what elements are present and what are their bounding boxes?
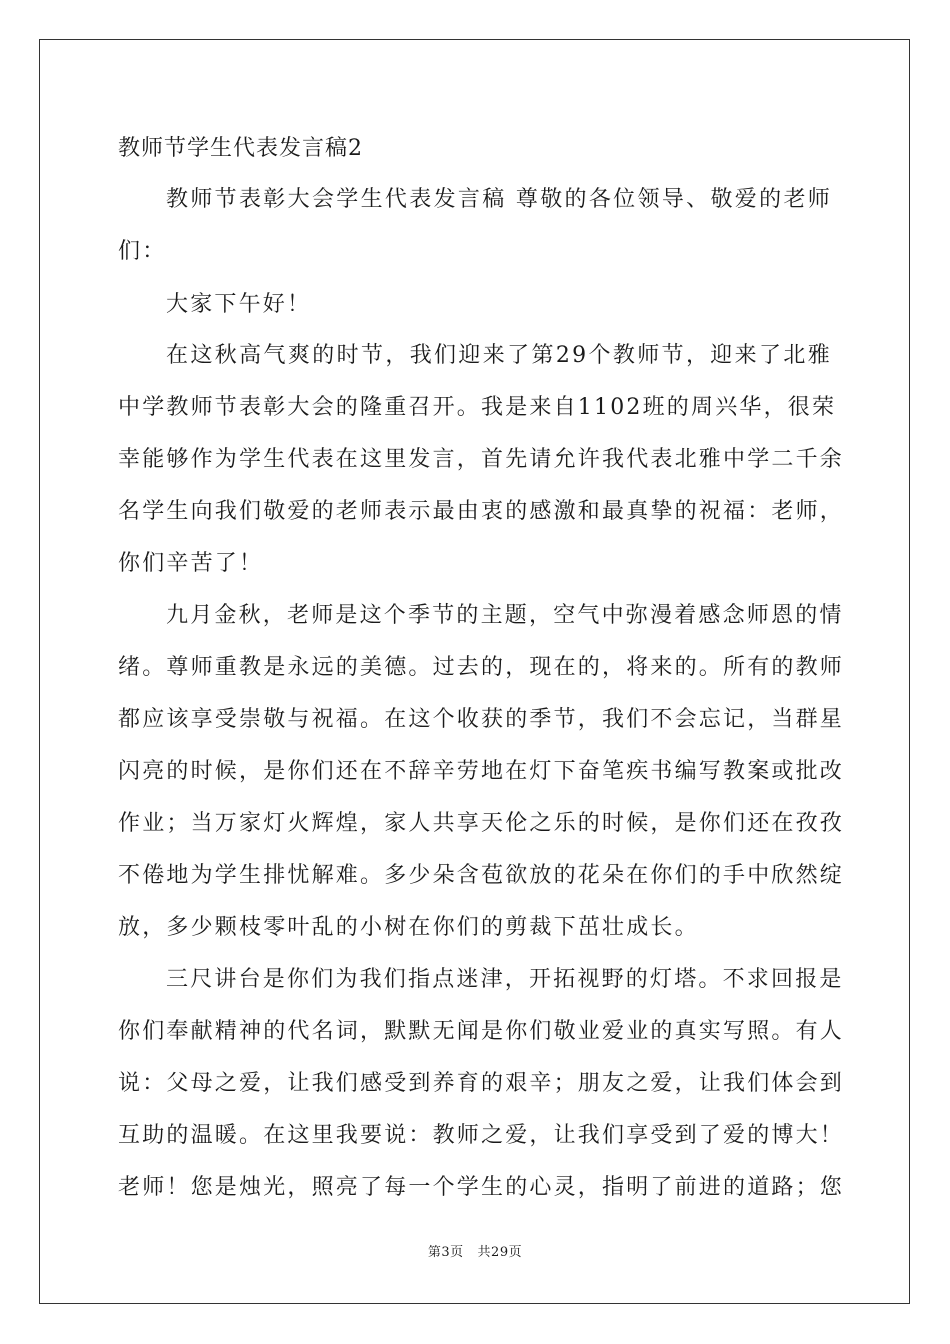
paragraph-line: 你们辛苦了！ <box>118 551 264 576</box>
paragraph-line: 大家下午好！ <box>166 292 312 317</box>
paragraph-line: 教师节表彰大会学生代表发言稿 尊敬的各位领导、敬爱的老师 <box>166 187 832 212</box>
paragraph-line: 中学教师节表彰大会的隆重召开。我是来自1102班的周兴华，很荣 <box>118 395 837 420</box>
page-footer: 第3页 共29页 <box>427 1245 523 1260</box>
document-title: 教师节学生代表发言稿2 <box>118 136 363 161</box>
paragraph-line: 说：父母之爱，让我们感受到养育的艰辛；朋友之爱，让我们体会到 <box>118 1071 845 1096</box>
paragraph-line: 老师！您是烛光，照亮了每一个学生的心灵，指明了前进的道路；您 <box>118 1175 845 1200</box>
paragraph-line: 你们奉献精神的代名词，默默无闻是你们敬业爱业的真实写照。有人 <box>118 1019 845 1044</box>
paragraph-line: 放，多少颗枝零叶乱的小树在你们的剪裁下茁壮成长。 <box>118 915 699 940</box>
paragraph-line: 绪。尊师重教是永远的美德。过去的，现在的，将来的。所有的教师 <box>118 655 845 680</box>
paragraph-line: 们： <box>118 239 167 264</box>
paragraph-line: 名学生向我们敬爱的老师表示最由衷的感激和最真挚的祝福：老师， <box>118 499 845 524</box>
paragraph-line: 在这秋高气爽的时节，我们迎来了第29个教师节，迎来了北雅 <box>166 343 832 368</box>
paragraph-line: 闪亮的时候，是你们还在不辞辛劳地在灯下奋笔疾书编写教案或批改 <box>118 759 845 784</box>
paragraph-line: 作业；当万家灯火辉煌，家人共享天伦之乐的时候，是你们还在孜孜 <box>118 811 845 836</box>
paragraph-line: 不倦地为学生排忧解难。多少朵含苞欲放的花朵在你们的手中欣然绽 <box>118 863 845 888</box>
paragraph-line: 互助的温暖。在这里我要说：教师之爱，让我们享受到了爱的博大！ <box>118 1123 845 1148</box>
paragraph-line: 幸能够作为学生代表在这里发言，首先请允许我代表北雅中学二千余 <box>118 447 845 472</box>
paragraph-line: 九月金秋，老师是这个季节的主题，空气中弥漫着感念师恩的情 <box>166 603 844 628</box>
paragraph-line: 都应该享受崇敬与祝福。在这个收获的季节，我们不会忘记，当群星 <box>118 707 845 732</box>
paragraph-line: 三尺讲台是你们为我们指点迷津，开拓视野的灯塔。不求回报是 <box>166 967 844 992</box>
